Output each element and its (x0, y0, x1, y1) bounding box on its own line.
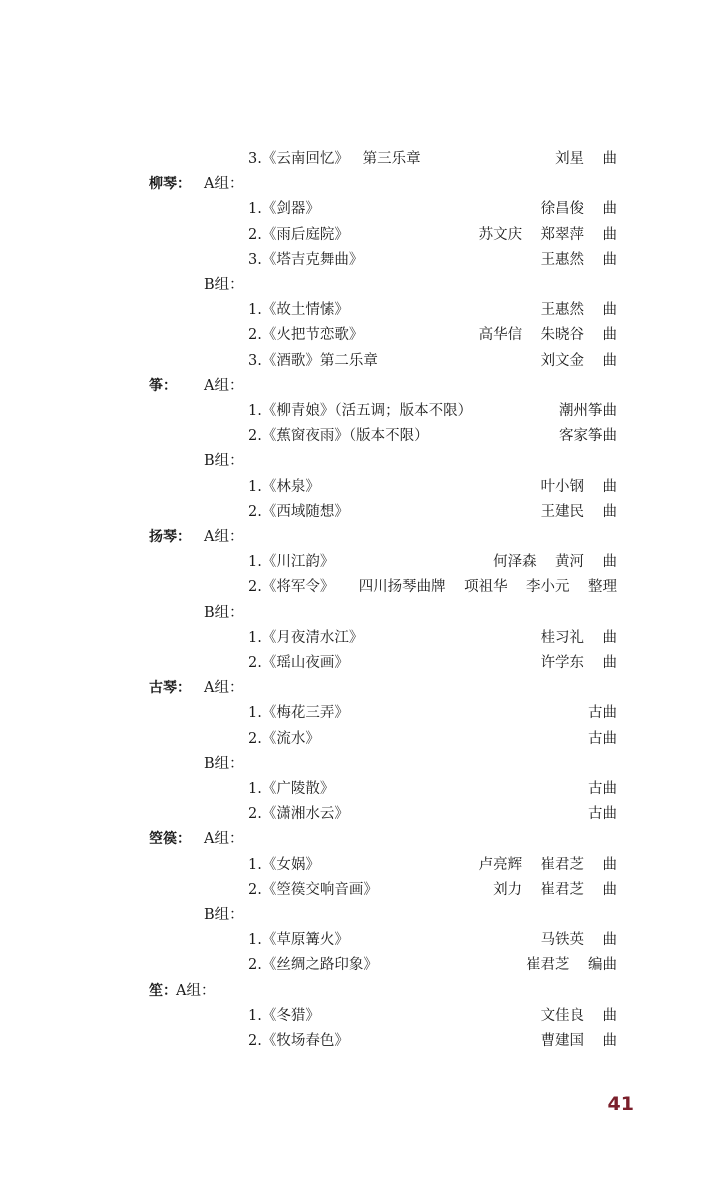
piece-credit: 何泽森 黄河 曲 (493, 554, 617, 571)
piece-credit: 马铁英 曲 (540, 932, 617, 949)
list-row (0, 450, 720, 472)
list-row (0, 425, 720, 447)
list-row (0, 350, 720, 372)
piece-credit: 古曲 (588, 705, 617, 722)
list-row (0, 324, 720, 346)
piece-credit: 徐昌俊 曲 (540, 201, 617, 218)
piece-credit: 王建民 曲 (540, 503, 617, 520)
list-row (0, 778, 720, 800)
group-label: B组： (204, 907, 244, 923)
piece-credit: 苏文庆 郑翠萍 曲 (478, 226, 617, 243)
instrument-category: 笙： (149, 982, 177, 999)
piece-credit: 刘力 崔君芝 曲 (493, 881, 617, 898)
piece-credit: 潮州筝曲 (559, 403, 617, 419)
list-row (0, 299, 720, 321)
instrument-category: 筝： (149, 377, 177, 394)
list-row (0, 375, 720, 397)
list-row (0, 980, 720, 1002)
piece-title: 2.《流水》 (248, 730, 320, 747)
piece-credit: 文佳良 曲 (540, 1007, 617, 1024)
instrument-category: 扬琴： (149, 529, 191, 545)
list-row (0, 526, 720, 548)
piece-title: 1.《女娲》 (248, 856, 320, 873)
list-row (0, 904, 720, 926)
piece-credit: 叶小钢 曲 (540, 478, 617, 495)
list-row (0, 677, 720, 699)
list-row (0, 627, 720, 649)
piece-credit: 王惠然 曲 (540, 302, 617, 319)
piece-credit: 卢亮辉 崔君芝 曲 (478, 856, 617, 873)
piece-title: 2.《箜篌交响音画》 (248, 881, 378, 898)
piece-credit: 刘星 曲 (555, 151, 617, 167)
group-label: A组： (204, 377, 244, 394)
list-row (0, 652, 720, 674)
piece-title: 2.《将军令》 (248, 579, 335, 596)
group-label: A组： (176, 982, 216, 999)
piece-credit: 四川扬琴曲牌 项祖华 李小元 整理 (358, 579, 617, 596)
piece-title: 1.《林泉》 (248, 478, 320, 495)
instrument-category: 柳琴： (149, 176, 191, 193)
piece-title: 1.《冬猎》 (248, 1007, 320, 1024)
list-row (0, 702, 720, 724)
piece-title: 2.《蕉窗夜雨》（版本不限） (248, 428, 429, 445)
piece-credit: 曹建国 曲 (540, 1033, 617, 1049)
list-row (0, 602, 720, 624)
list-row (0, 476, 720, 498)
group-label: A组： (204, 831, 244, 848)
piece-title: 2.《牧场春色》 (248, 1033, 349, 1049)
piece-title: 1.《川江韵》 (248, 554, 335, 571)
list-row (0, 274, 720, 296)
piece-credit: 古曲 (588, 806, 617, 823)
group-label: B组： (204, 453, 244, 470)
piece-credit: 王惠然 曲 (540, 251, 617, 268)
piece-credit: 古曲 (588, 781, 617, 797)
list-row (0, 173, 720, 195)
list-row (0, 954, 720, 976)
list-row (0, 224, 720, 246)
list-row (0, 753, 720, 775)
list-row (0, 249, 720, 271)
piece-title: 1.《剑器》 (248, 201, 320, 218)
list-row (0, 148, 720, 170)
list-row (0, 1030, 720, 1052)
piece-title: 1.《柳青娘》（活五调；版本不限） (248, 403, 473, 419)
piece-title: 1.《广陵散》 (248, 781, 335, 797)
piece-title: 3.《云南回忆》 第三乐章 (248, 151, 421, 167)
list-row (0, 576, 720, 598)
list-row (0, 551, 720, 573)
list-row (0, 854, 720, 876)
instrument-category: 古琴： (149, 680, 191, 697)
group-label: A组： (204, 529, 244, 545)
piece-title: 2.《雨后庭院》 (248, 226, 349, 243)
piece-title: 1.《月夜清水江》 (248, 629, 364, 646)
list-row (0, 728, 720, 750)
piece-credit: 崔君芝 编曲 (526, 957, 617, 974)
piece-title: 2.《火把节恋歌》 (248, 327, 364, 344)
group-label: B组： (204, 755, 244, 772)
list-row (0, 198, 720, 220)
instrument-category: 箜篌： (149, 831, 191, 848)
list-row (0, 1005, 720, 1027)
group-label: A组： (204, 176, 244, 193)
page-number: 41 (607, 1093, 634, 1115)
piece-title: 3.《酒歌》第二乐章 (248, 352, 378, 369)
list-row (0, 803, 720, 825)
list-row (0, 501, 720, 523)
list-row (0, 400, 720, 422)
group-label: B组： (204, 604, 244, 621)
group-label: B组： (204, 277, 244, 293)
piece-title: 2.《西域随想》 (248, 503, 349, 520)
list-row (0, 828, 720, 850)
piece-title: 1.《草原篝火》 (248, 932, 349, 949)
piece-credit: 许学东 曲 (540, 655, 617, 671)
list-row (0, 879, 720, 901)
piece-title: 2.《潇湘水云》 (248, 806, 349, 823)
list-row (0, 929, 720, 951)
piece-credit: 桂习礼 曲 (540, 629, 617, 646)
piece-title: 2.《瑶山夜画》 (248, 655, 349, 671)
piece-credit: 刘文金 曲 (540, 352, 617, 369)
piece-title: 1.《梅花三弄》 (248, 705, 349, 722)
piece-title: 3.《塔吉克舞曲》 (248, 251, 364, 268)
piece-title: 2.《丝绸之路印象》 (248, 957, 378, 974)
piece-credit: 古曲 (588, 730, 617, 747)
piece-credit: 高华信 朱晓谷 曲 (478, 327, 617, 344)
piece-credit: 客家筝曲 (559, 428, 617, 445)
piece-title: 1.《故土情愫》 (248, 302, 349, 319)
group-label: A组： (204, 680, 244, 697)
